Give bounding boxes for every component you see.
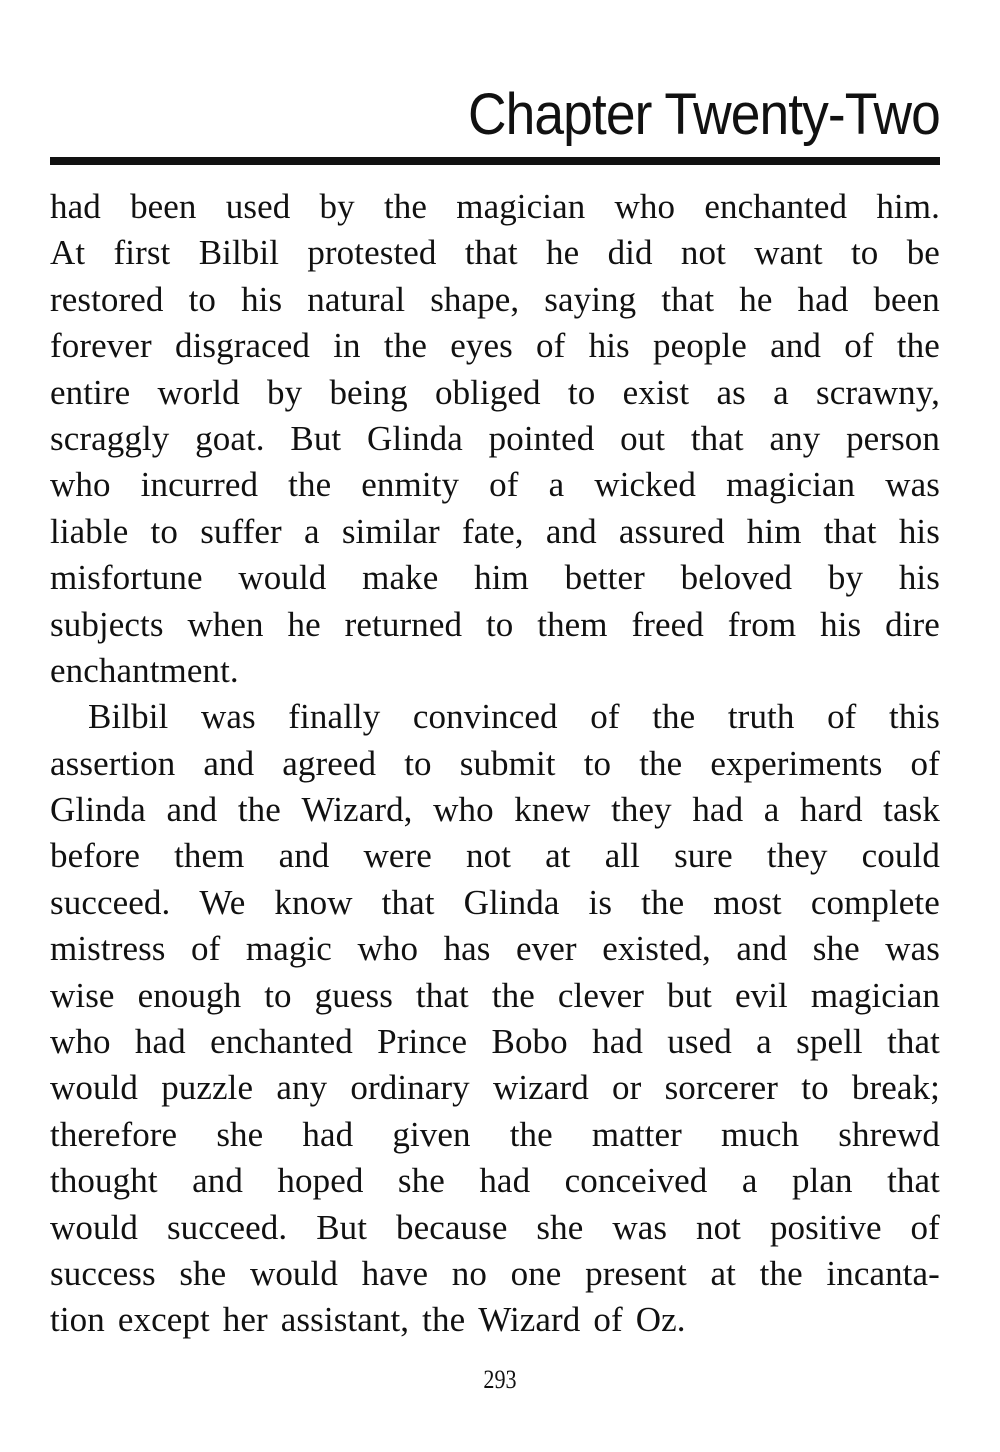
word: not bbox=[680, 233, 726, 273]
word: At bbox=[50, 233, 86, 273]
word: liable bbox=[50, 511, 129, 551]
word: a bbox=[773, 372, 789, 412]
word: the bbox=[491, 975, 535, 1015]
word: agreed bbox=[282, 743, 377, 783]
word: better bbox=[564, 558, 645, 598]
word: would bbox=[50, 1207, 138, 1247]
word: Wizard bbox=[478, 1300, 581, 1340]
word: suffer bbox=[200, 511, 282, 551]
word: she bbox=[536, 1207, 584, 1247]
word: been bbox=[130, 187, 197, 226]
word: that bbox=[887, 1022, 940, 1062]
word: wise bbox=[50, 975, 115, 1015]
word: is bbox=[588, 882, 613, 922]
word: saying bbox=[544, 279, 637, 319]
word: they bbox=[766, 836, 828, 876]
word: a bbox=[756, 1022, 772, 1062]
word: been bbox=[873, 279, 940, 319]
word: plan bbox=[791, 1161, 853, 1201]
word: much bbox=[721, 1114, 800, 1154]
word: used bbox=[225, 187, 291, 226]
word: people bbox=[653, 326, 747, 366]
text-line bbox=[50, 1297, 940, 1343]
word: and bbox=[770, 326, 821, 366]
word: a bbox=[741, 1161, 758, 1201]
word: break; bbox=[851, 1068, 940, 1108]
word: not bbox=[695, 1207, 742, 1247]
word: subjects bbox=[50, 604, 164, 644]
word: the bbox=[237, 790, 281, 830]
word: of bbox=[827, 697, 857, 737]
word: who bbox=[614, 187, 676, 226]
text-line bbox=[50, 1065, 940, 1111]
word: finally bbox=[288, 697, 381, 737]
word: his bbox=[241, 279, 283, 319]
word: she bbox=[179, 1253, 227, 1293]
word: similar bbox=[341, 511, 440, 551]
word: truth bbox=[727, 697, 795, 737]
word: freed bbox=[631, 604, 704, 644]
word: succeed. bbox=[50, 882, 171, 922]
word: to bbox=[583, 743, 612, 783]
word: had bbox=[134, 1022, 186, 1062]
word: his bbox=[898, 511, 940, 551]
word: of bbox=[590, 697, 620, 737]
word: not bbox=[466, 836, 512, 876]
word: he bbox=[287, 604, 321, 644]
text-line bbox=[50, 509, 940, 555]
body-text bbox=[50, 184, 940, 1344]
chapter-title: Chapter Twenty-Two bbox=[468, 82, 940, 147]
word: from bbox=[727, 604, 797, 644]
word: to bbox=[188, 279, 217, 319]
word: them bbox=[174, 836, 245, 876]
word: of bbox=[593, 1300, 623, 1340]
word: by bbox=[319, 187, 355, 226]
text-line bbox=[50, 602, 940, 648]
word: the bbox=[641, 882, 685, 922]
word: magician bbox=[726, 465, 856, 505]
word: make bbox=[362, 558, 439, 598]
word: Bilbil bbox=[198, 233, 280, 273]
word: convinced bbox=[412, 697, 558, 737]
word: the bbox=[383, 187, 428, 226]
word: incurred bbox=[140, 465, 259, 505]
word: sure bbox=[674, 836, 733, 876]
word: mistress bbox=[50, 929, 166, 969]
word: the bbox=[288, 465, 332, 505]
word: the bbox=[422, 1300, 466, 1340]
text-line bbox=[50, 184, 940, 230]
word: before bbox=[50, 836, 140, 876]
word: that bbox=[887, 1161, 940, 1201]
word: magician bbox=[810, 975, 940, 1015]
text-line bbox=[50, 416, 940, 462]
word: when bbox=[187, 604, 264, 644]
word: him. bbox=[876, 187, 940, 226]
word: most bbox=[713, 882, 782, 922]
word: forever bbox=[50, 326, 152, 366]
word: dire bbox=[885, 604, 940, 644]
word: of bbox=[489, 465, 519, 505]
word: enchantment. bbox=[50, 650, 239, 690]
word: him bbox=[474, 558, 529, 598]
word: they bbox=[611, 790, 672, 830]
word: thought bbox=[50, 1161, 158, 1201]
word: hoped bbox=[277, 1161, 364, 1201]
word: present bbox=[585, 1253, 687, 1293]
word: who bbox=[357, 929, 419, 969]
word: disgraced bbox=[174, 326, 310, 366]
word: was bbox=[885, 929, 940, 969]
word: complete bbox=[810, 882, 940, 922]
text-line bbox=[50, 880, 940, 926]
word: assured bbox=[618, 511, 725, 551]
word: would bbox=[249, 1253, 338, 1293]
word: magic bbox=[245, 929, 332, 969]
text-line bbox=[50, 1112, 940, 1158]
word: hard bbox=[799, 790, 863, 830]
word: clever bbox=[557, 975, 644, 1015]
word: fate, bbox=[461, 511, 524, 551]
word: Bilbil bbox=[88, 697, 169, 737]
word: at bbox=[710, 1253, 737, 1293]
word: or bbox=[612, 1068, 642, 1108]
text-line bbox=[50, 230, 940, 276]
word: to bbox=[264, 975, 292, 1015]
text-line bbox=[50, 926, 940, 972]
word: incanta- bbox=[826, 1253, 940, 1293]
word: Bobo bbox=[491, 1022, 568, 1062]
word: had bbox=[797, 279, 849, 319]
word: that bbox=[415, 975, 469, 1015]
word: pointed bbox=[488, 418, 595, 458]
text-line bbox=[50, 648, 940, 694]
word: a bbox=[763, 790, 780, 830]
word: did bbox=[607, 233, 653, 273]
word: protested bbox=[307, 233, 437, 273]
word: assertion bbox=[50, 743, 176, 783]
word: and bbox=[192, 1161, 243, 1201]
word: him bbox=[746, 511, 802, 551]
word: was bbox=[885, 465, 940, 505]
word: them bbox=[537, 604, 608, 644]
word: guess bbox=[314, 975, 393, 1015]
word: therefore bbox=[50, 1114, 178, 1154]
word: that bbox=[381, 882, 435, 922]
word: were bbox=[363, 836, 432, 876]
word: We bbox=[199, 882, 246, 922]
word: to bbox=[404, 743, 432, 783]
word: because bbox=[396, 1207, 508, 1247]
word: his bbox=[898, 558, 940, 598]
word: one bbox=[510, 1253, 562, 1293]
word: of bbox=[536, 326, 566, 366]
word: has bbox=[443, 929, 491, 969]
word: of bbox=[910, 1207, 940, 1247]
word: ever bbox=[516, 929, 577, 969]
word: and bbox=[736, 929, 788, 969]
word: task bbox=[883, 790, 940, 830]
word: sorcerer bbox=[664, 1068, 779, 1108]
text-line bbox=[50, 1019, 940, 1065]
word: obliged bbox=[434, 372, 541, 412]
word: positive bbox=[769, 1207, 882, 1247]
word: she bbox=[216, 1114, 264, 1154]
word: that bbox=[661, 279, 715, 319]
word: beloved bbox=[680, 558, 793, 598]
text-line bbox=[50, 370, 940, 416]
word: the bbox=[652, 697, 696, 737]
word: to bbox=[150, 511, 178, 551]
word: But bbox=[290, 418, 342, 458]
word: conceived bbox=[564, 1161, 708, 1201]
word: want bbox=[754, 233, 823, 273]
word: a bbox=[303, 511, 320, 551]
word: of bbox=[844, 326, 874, 366]
word: who bbox=[433, 790, 494, 830]
word: would bbox=[238, 558, 327, 598]
word: this bbox=[889, 697, 940, 737]
word: succeed. bbox=[166, 1207, 288, 1247]
word: any bbox=[769, 418, 821, 458]
word: by bbox=[827, 558, 864, 598]
word: entire bbox=[50, 372, 131, 412]
word: enchanted bbox=[704, 187, 848, 226]
word: the bbox=[509, 1114, 553, 1154]
word: and bbox=[278, 836, 330, 876]
word: experiments bbox=[710, 743, 883, 783]
word: But bbox=[316, 1207, 368, 1247]
word: of bbox=[191, 929, 221, 969]
word: existed, bbox=[602, 929, 711, 969]
word: eyes bbox=[450, 326, 513, 366]
word: no bbox=[451, 1253, 487, 1293]
word: the bbox=[896, 326, 940, 366]
word: puzzle bbox=[161, 1068, 254, 1108]
word: used bbox=[667, 1022, 732, 1062]
word: that bbox=[823, 511, 877, 551]
word: scrawny, bbox=[816, 372, 940, 412]
text-line bbox=[50, 694, 940, 740]
word: out bbox=[620, 418, 666, 458]
word: wicked bbox=[594, 465, 696, 505]
word: he bbox=[546, 233, 580, 273]
word: by bbox=[266, 372, 303, 412]
page-number: 293 bbox=[483, 1365, 517, 1394]
text-line bbox=[50, 741, 940, 787]
word: and bbox=[166, 790, 218, 830]
word: she bbox=[397, 1161, 445, 1201]
word: was bbox=[612, 1207, 668, 1247]
text-line bbox=[50, 555, 940, 601]
word: world bbox=[157, 372, 240, 412]
word: first bbox=[113, 233, 171, 273]
word: had bbox=[592, 1022, 643, 1062]
word: Wizard, bbox=[301, 790, 413, 830]
word: to bbox=[485, 604, 514, 644]
word: had bbox=[50, 187, 101, 226]
word: could bbox=[861, 836, 940, 876]
word: his bbox=[588, 326, 630, 366]
word: have bbox=[361, 1253, 429, 1293]
word: he bbox=[739, 279, 773, 319]
word: returned bbox=[344, 604, 463, 644]
word: evil bbox=[735, 975, 788, 1015]
word: knew bbox=[514, 790, 591, 830]
word: submit bbox=[459, 743, 556, 783]
word: enchanted bbox=[210, 1022, 353, 1062]
word: be bbox=[906, 233, 940, 273]
word: wizard bbox=[492, 1068, 589, 1108]
word: her bbox=[222, 1300, 268, 1340]
word: as bbox=[716, 372, 746, 412]
word: who bbox=[50, 1022, 111, 1062]
word: to bbox=[850, 233, 879, 273]
word: Prince bbox=[377, 1022, 468, 1062]
word: natural bbox=[307, 279, 406, 319]
word: to bbox=[567, 372, 596, 412]
word: all bbox=[604, 836, 640, 876]
word: had bbox=[692, 790, 744, 830]
word: that bbox=[690, 418, 744, 458]
word: enough bbox=[137, 975, 242, 1015]
word: tion bbox=[50, 1300, 105, 1340]
word: the bbox=[759, 1253, 803, 1293]
word: person bbox=[846, 418, 940, 458]
word: exist bbox=[622, 372, 690, 412]
word: to bbox=[801, 1068, 829, 1108]
text-line bbox=[50, 1158, 940, 1204]
word: goat. bbox=[195, 418, 265, 458]
text-line bbox=[50, 833, 940, 879]
word: assistant, bbox=[280, 1300, 410, 1340]
text-line bbox=[50, 1251, 940, 1297]
word: in bbox=[333, 326, 361, 366]
word: restored bbox=[50, 279, 164, 319]
word: magician bbox=[456, 187, 586, 226]
text-line bbox=[50, 462, 940, 508]
word: Glinda bbox=[367, 418, 463, 458]
word: misfortune bbox=[50, 558, 203, 598]
word: ordinary bbox=[350, 1068, 470, 1108]
word: being bbox=[329, 372, 408, 412]
word: of bbox=[910, 743, 940, 783]
word: success bbox=[50, 1253, 156, 1293]
word: and bbox=[203, 743, 255, 783]
word: had bbox=[479, 1161, 531, 1201]
word: Glinda bbox=[50, 790, 146, 830]
word: scraggly bbox=[50, 418, 170, 458]
word: the bbox=[383, 326, 427, 366]
text-line bbox=[50, 323, 940, 369]
word: who bbox=[50, 465, 111, 505]
word: but bbox=[666, 975, 712, 1015]
word: matter bbox=[591, 1114, 682, 1154]
word: would bbox=[50, 1068, 138, 1108]
word: at bbox=[545, 836, 571, 876]
text-line bbox=[50, 787, 940, 833]
word: she bbox=[812, 929, 860, 969]
word: and bbox=[545, 511, 597, 551]
word: know bbox=[274, 882, 353, 922]
word: given bbox=[392, 1114, 471, 1154]
word: shape, bbox=[430, 279, 520, 319]
word: his bbox=[820, 604, 862, 644]
word: any bbox=[276, 1068, 328, 1108]
word: a bbox=[548, 465, 565, 505]
word: Oz. bbox=[635, 1300, 686, 1340]
word: that bbox=[464, 233, 518, 273]
title-rule bbox=[50, 157, 940, 165]
word: enmity bbox=[361, 465, 460, 505]
text-line bbox=[50, 277, 940, 323]
word: except bbox=[117, 1300, 210, 1340]
text-line bbox=[50, 1205, 940, 1251]
word: the bbox=[639, 743, 683, 783]
word: spell bbox=[796, 1022, 863, 1062]
word: had bbox=[302, 1114, 354, 1154]
word: was bbox=[200, 697, 256, 737]
word: Glinda bbox=[463, 882, 560, 922]
word: shrewd bbox=[838, 1114, 940, 1154]
text-line bbox=[50, 973, 940, 1019]
